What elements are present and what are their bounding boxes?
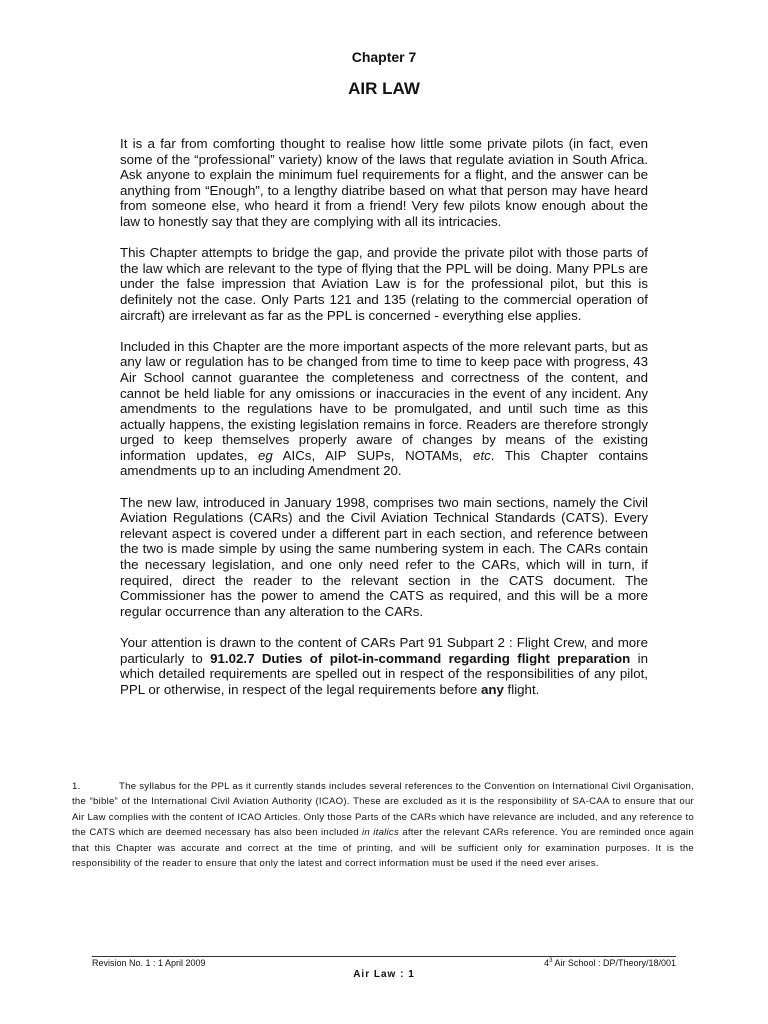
footer-school-rest: Air School : DP/Theory/18/001 — [552, 958, 676, 968]
disclaimer-text-a: Included in this Chapter are the more important aspects of the more relevant parts, but as any law or regulation has to be changed from time to time to keep pace with progress, 43 Air School cannot guarantee the completeness and correctness of the content, and cannot be held liable for any omissions or inaccuracies in the event of any incident. Any amendments to the regulations have to be promulgated, and until such time as this actually happens, the existing legislation remains in force. Readers are therefore strongly urged to keep themselves properly aware of changes by means of the existing information updates, — [120, 338, 648, 463]
paragraph-intro: It is a far from comforting thought to realise how little some private pilots (in fact, even some of the “professional” variety) know of the laws that regulate aviation in South Africa. Ask anyone to explain the minimum fuel requirements for a flight, and the answer can be anything from “Enough”, to a lengthy diatribe based on what that person may have heard from someone else, who heard it from a friend! Very few pilots know enough about the law to honestly say that they are complying with all its intricacies. — [120, 136, 648, 229]
footnote — [72, 779, 694, 871]
footnote-text-a: The syllabus for the PPL as it currently stands includes several references to the Convention on International Civil Organisation, the “bible” of the International Civil Aviation Authority (ICAO). These are excluded as it is the responsibility of SA-CAA to ensure that our Air Law complies with the content of ICAO Articles. Only those Parts of the CARs which have relevance are included, and any reference to the CATS which are deemed necessary has also been included — [72, 781, 694, 839]
attention-bold-reference: 91.02.7 Duties of pilot-in-command regarding flight preparation — [210, 650, 631, 666]
footer-document-ref — [544, 958, 676, 968]
disclaimer-text-b: AICs, AIP SUPs, NOTAMs, — [272, 447, 474, 463]
paragraph-disclaimer — [120, 339, 648, 479]
footnote-number: 1. — [72, 781, 81, 792]
paragraph-purpose: This Chapter attempts to bridge the gap, and provide the private pilot with those parts of the law which are relevant to the type of flying that the PPL will be doing. Many PPLs are under the false impression that Aviation Law is for the professional pilot, but this is definitely not the case. Only Parts 121 and 135 (relating to the commercial operation of aircraft) are irrelevant as far as the PPL is concerned - everything else applies. — [120, 245, 648, 323]
footer-school-superscript: 3 — [549, 958, 553, 964]
paragraph-new-law: The new law, introduced in January 1998, comprises two main sections, namely the Civil Aviation Regulations (CARs) and the Civil Aviation Technical Standards (CATS). Every relevant aspect is covered under a different part in each section, and reference between the two is made simple by using the same numbering system in each. The CARs contain the necessary legislation, and one only need refer to the CARs, which will in turn, if required, direct the reader to the relevant section in the CATS document. The Commissioner has the power to amend the CATS as required, and this will be a more regular occurrence than any alteration to the CARs. — [120, 494, 648, 619]
body-text — [120, 136, 648, 713]
footer-divider — [92, 956, 676, 957]
footnote-text-b: after the relevant CARs reference. You are reminded once again that this Chapter was accurate and correct at the time of printing, and will be sufficient only for examination purposes. It is the responsibility of the reader to ensure that only the latest and correct information must be used if the need ever arises. — [72, 827, 694, 870]
disclaimer-text-c: . This Chapter contains amendments up to an including Amendment 20. — [120, 447, 648, 479]
attention-text-a: Your attention is drawn to the content of CARs Part 91 Subpart 2 : Flight Crew, and more particularly to — [120, 635, 648, 666]
footer-page-number: Air Law : 1 — [353, 969, 415, 980]
disclaimer-etc: etc — [473, 447, 491, 463]
attention-bold-any: any — [480, 681, 504, 697]
footnote-italic: in italics — [362, 827, 400, 839]
paragraph-attention — [120, 635, 648, 697]
attention-text-b: in which detailed requirements are spelled out in respect of the responsibilities of any pilot, PPL or otherwise, in respect of the legal requirements before — [120, 650, 648, 697]
page-title: AIR LAW — [348, 79, 420, 98]
footer-school-number: 4 — [544, 958, 550, 968]
footer-revision: Revision No. 1 : 1 April 2009 — [92, 958, 206, 968]
attention-text-c: flight. — [503, 681, 540, 697]
disclaimer-eg: eg — [257, 447, 273, 463]
chapter-label: Chapter 7 — [351, 49, 417, 65]
